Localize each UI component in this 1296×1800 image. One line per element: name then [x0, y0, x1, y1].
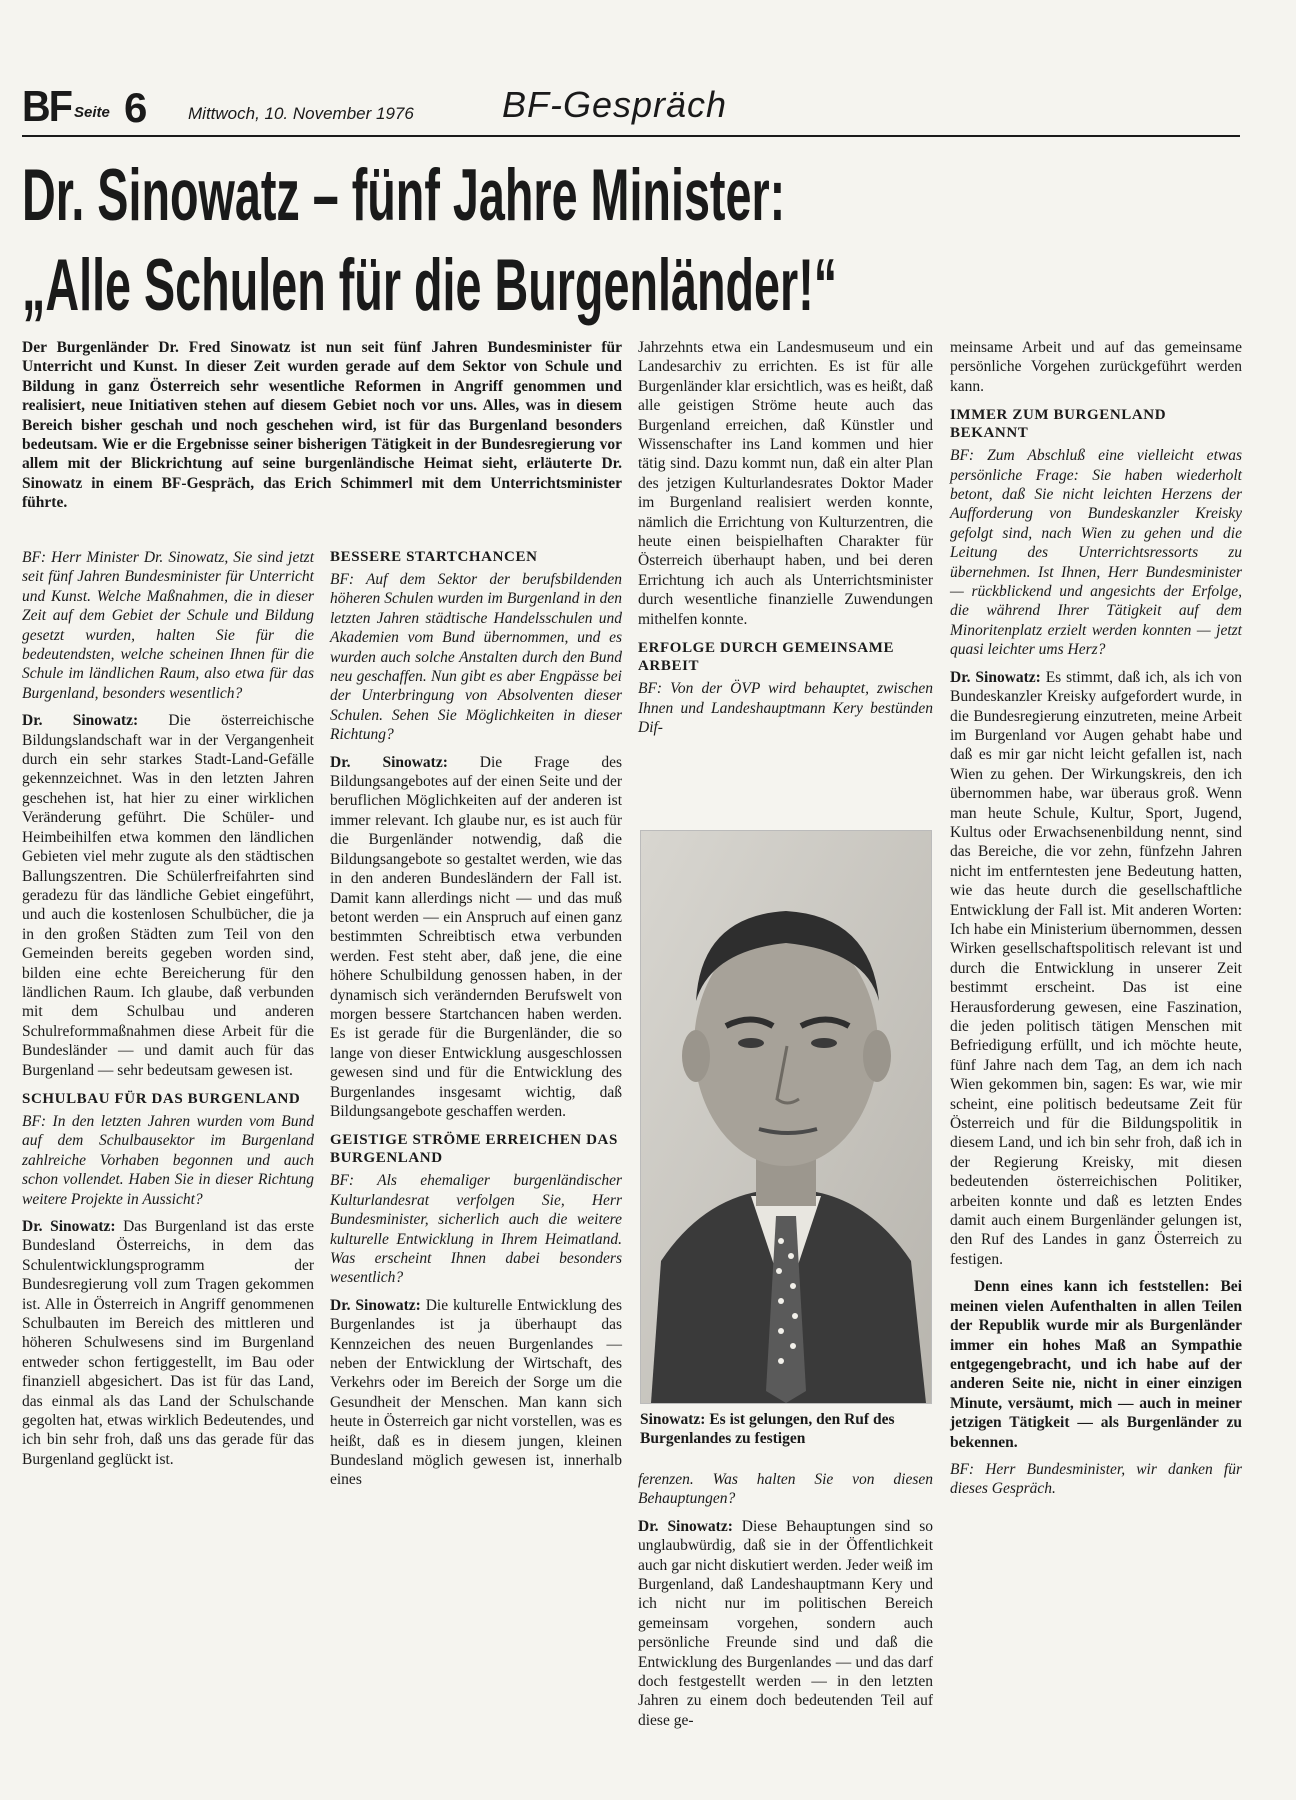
column-3-continued	[638, 1470, 933, 1738]
answer-4	[330, 1296, 622, 1490]
answer-text: Die Frage des Bildungsangebotes auf der einen Seite und der beruflichen Möglichkeiten auf der anderen ist immer relevant. Ich glaube nur, es ist auch für die Burgenländer notwendig, daß die Bildungsangebote so gestaltet werden, wie das in den anderen Bundesländern der Fall ist. Damit kann allerdings nicht — und das muß betont werden — ein Anspruch auf einen ganz bestimmten Schreibtisch etwa verbunden werden. Fest steht aber, daß jene, die eine höhere Schulbildung genossen haben, in der dynamisch sich verändernden Berufswelt von morgen bessere Startchancen haben werden. Es ist gerade für die Burgenländer, die so lange von dieser Entwicklung ausgeschlossen gewesen sind und für die Entwicklung des Burgenlandes insgesamt wichtig, daß Bildungsangebote geschaffen werden.	[330, 753, 622, 1120]
masthead	[22, 82, 1240, 140]
masthead-rule	[22, 135, 1240, 137]
question-4: BF: Als ehemaliger burgenländischer Kulturlandesrat verfolgen Sie, Herr Bundesminister, sicherlich auch die weitere kulturelle Entwicklung in Ihrem Heimatland. Was erscheint Ihnen dabei besonders wesentlich?	[330, 1172, 622, 1287]
masthead-logo: BF	[22, 82, 72, 131]
speaker-label: Dr. Sinowatz:	[638, 1517, 733, 1535]
column-4	[950, 338, 1242, 1507]
intro-lead: Der Burgenländer Dr. Fred Sinowatz ist nun seit fünf Jahren Bundesminister für Unterricht und Kunst. In dieser Zeit wurden gerade auf dem Sektor von Schule und Bildung in ganz Österreich sehr wesentliche Reformen in Angriff genommen und realisiert, neue Initiativen stehen auf diesem Gebiet noch vor uns. Alles, was in diesem Bereich bisher geschah und noch geschehen wird, ist für das Burgenland besonders bedeutsam. Wie er die Ergebnisse seiner bisherigen Tätigkeit in der Bundesregierung vor allem mit der Blickrichtung auf seine burgenländische Heimat sieht, erläuterte Dr. Sinowatz in einem BF-Gespräch, das Erich Schimmerl mit dem Unterrichtsminister führte.	[22, 339, 622, 512]
subheading-schulbau: SCHULBAU FÜR DAS BURGENLAND	[22, 1090, 301, 1107]
portrait-illustration	[641, 831, 931, 1403]
answer-1	[22, 711, 314, 1080]
answer-2	[22, 1217, 314, 1469]
section-title: BF-Gespräch	[502, 84, 728, 125]
answer-text: Die österreichische Bildungslandschaft war in der Vergangenheit durch ein sehr starkes Stadt-Land-Gefälle gekennzeichnet. Was in den letzten Jahren geschehen ist, hat hier zu einer wirklichen Veränderung geführt. Die Schüler- und Heimbeihilfen etwa kommen den ländlichen Gebieten viel mehr zugute als den städtischen Ballungszentren. Die Schülerfreifahrten sind geradezu für das ländliche Gebiet eingeführt, und auch die kostenlosen Schulbücher, die ja in den großen Städten zum Teil von den Gemeinden bereits gegeben worden sind, bilden eine echte Bereicherung für den ländlichen Raum. Ich glaube, daß verbunden mit dem Schulbau und anderen Schulreformmaßnahmen diese Arbeit für die Bundesländer — und damit auch für das Burgenland — sehr bedeutsam gewesen ist.	[22, 712, 314, 1079]
speaker-label: Dr. Sinowatz:	[330, 1296, 421, 1314]
photo-caption: Sinowatz: Es ist gelungen, den Ruf des Burgenlandes zu festigen	[640, 1411, 895, 1448]
headline-line-2: „Alle Schulen für die Burgenländer!“	[22, 243, 838, 327]
subheading-startchancen: BESSERE STARTCHANCEN	[330, 549, 538, 565]
paragraph-continued: meinsame Arbeit und auf das gemeinsame persönliche Vorgehen zurückgeführt werden kann.	[950, 339, 1242, 395]
speaker-label: Dr. Sinowatz:	[22, 1218, 116, 1235]
column-3	[638, 338, 933, 745]
page-number: 6	[124, 84, 148, 131]
closing-statement: Denn eines kann ich feststellen: Bei meinen vielen Aufenthalten in allen Teilen der Republik wurde mir als Burgenländer immer ein hohes Maß an Sympathie entgegengebracht, und ich habe auf der anderen Seite nie, nicht in einer einzigen Minute, versäumt, mich — auch in meiner jetzigen Tätigkeit — als Burgenländer zu bekennen.	[950, 1278, 1242, 1451]
question-1: BF: Herr Minister Dr. Sinowatz, Sie sind jetzt seit fünf Jahren Bundesminister für Unterricht und Kunst. Welche Maßnahmen, die in dieser Zeit auf dem Gebiet der Schule und Bildung gesetzt wurden, halten Sie für die bedeutendsten, welche scheinen Ihnen für die Schule im ländlichen Raum, also etwa für das Burgenland, besonders wesentlich?	[22, 549, 314, 702]
masthead-seite-label: Seite	[74, 104, 110, 121]
answer-5	[638, 1517, 933, 1730]
publication-date: Mittwoch, 10. November 1976	[188, 104, 414, 123]
headline-line-1: Dr. Sinowatz – fünf Jahre Minister:	[22, 153, 786, 237]
answer-text: Diese Behauptungen sind so unglaubwürdig, daß sie in der Öffentlichkeit auch gar nicht diskutiert werden. Jeder weiß im Burgenland, daß Landeshauptmann Kery und ich nicht nur im politischen Bereich gemeinsam vorgehen, sondern auch persönliche Freunde sind und daß die Entwicklung des Burgenlandes — und das darf doch festgestellt werden — in den letzten Jahren zu einem doch bedeutenden Teil auf diese ge-	[638, 1517, 933, 1729]
question-2: BF: In den letzten Jahren wurden vom Bund auf dem Schulbausektor im Burgenland zahlreiche Vorhaben begonnen und auch schon vollendet. Haben Sie in dieser Richtung weitere Projekte in Aussicht?	[22, 1112, 314, 1208]
headline	[22, 150, 1240, 330]
subheading-erfolge: ERFOLGE DURCH GEMEINSAME ARBEIT	[638, 640, 895, 675]
answer-3	[330, 753, 622, 1122]
paragraph-continued: Jahrzehnts etwa ein Landesmuseum und ein Landesarchiv zu errichten. Es ist für alle Burgenländer klar ersichtlich, was es heißt, daß alle geistigen Ströme heute auch das Burgenland erreichen, daß Künstler und Wissenschafter ins Land kommen und hier tätig sind. Dazu kommt nun, daß ein alter Plan des jetzigen Kulturlandesrates Doktor Mader im Burgenland realisiert werden konnte, nämlich die Errichtung von Kulturzentren, die heute einen beispielhaften Charakter für Österreich überhaupt haben, und bei deren Errichtung ich auch als Unterrichtsminister durch wesentliche finanzielle Zuwendungen mithelfen konnte.	[638, 339, 933, 628]
subheading-burgenland-bekannt: IMMER ZUM BURGENLAND BEKANNT	[950, 407, 1167, 442]
closing-thanks: BF: Herr Bundesminister, wir danken für dieses Gespräch.	[950, 1460, 1242, 1498]
answer-text: Das Burgenland ist das erste Bundesland Österreichs, in dem das Schulentwicklungsprogramm der Bundesregierung voll zum Tragen gekommen ist. Alle in Österreich in Angriff genommenen Schulbauten im Bereich des mittleren und höheren Schulwesens sind im Burgenland entweder schon fertiggestellt, im Bau oder finanziell abgesichert. Das ist für das Land, das einmal als das Land der Schulschande gegolten hat, etwas wirklich Bedeutendes, und ich bin sehr froh, daß uns das gerade für das Burgenland geglückt ist.	[22, 1218, 314, 1468]
speaker-label: Dr. Sinowatz:	[330, 753, 448, 771]
portrait-photo	[640, 830, 932, 1404]
question-5-continued: ferenzen. Was halten Sie von diesen Behauptungen?	[638, 1471, 933, 1508]
speaker-label: Dr. Sinowatz:	[950, 668, 1041, 686]
speaker-label: Dr. Sinowatz:	[22, 712, 139, 730]
answer-text: Es stimmt, daß ich, als ich von Bundeskanzler Kreisky aufgefordert wurde, in die Bundesregierung einzutreten, meine Arbeit im Burgenland vor Augen gehabt habe und daß es mir gar nicht leicht gefallen ist, nach Wien zu gehen. Der Wirkungskreis, den ich übernommen habe, war überaus groß. Wenn man heute Schule, Kultur, Sport, Jugend, Kultus oder Erwachsenenbildung nennt, sind das Bereiche, die vor zehn, fünfzehn Jahren nicht im entferntesten jene Bedeutung hatten, wie das heute durch die gesellschaftliche Entwicklung der Fall ist. Mit anderen Worten: Ich habe ein Ministerium übernommen, dessen Wirken gesellschaftspolitisch relevant ist und durch die Entwicklung in unserer Zeit bestimmt erscheint. Das ist eine Herausforderung gewesen, eine Faszination, die jeden politisch tätigen Menschen mit Befriedigung erfüllt, und ich möchte heute, fünf Jahre nach dem Tag, an dem ich nach Wien gekommen bin, sagen: Es war, wie mir scheint, eine politisch bedeutsame Zeit für Österreich und für die Bildungspolitik in diesem Land, und ich bin sehr froh, daß ich in der Regierung Kreisky, mit diesen bedeutenden österreichischen Politiker, arbeiten konnte und daß es letzten Endes damit auch einem Burgenländer gelungen ist, den Ruf des Landes in ganz Österreich zu festigen.	[950, 668, 1242, 1268]
column-1	[22, 548, 314, 1477]
answer-6	[950, 668, 1242, 1270]
subheading-geistige-stroeme: GEISTIGE STRÖME ERREICHEN DAS BURGENLAND	[330, 1132, 618, 1167]
question-6: BF: Zum Abschluß eine vielleicht etwas persönliche Frage: Sie haben wiederholt betont, daß Sie nicht leichten Herzens der Aufforderung von Bundeskanzler Kreisky gefolgt sind, nach Wien zu gehen und die Leitung des Unterrichtsressorts zu übernehmen. Ist Ihnen, Herr Bundesminister — rückblickend und angesichts der Erfolge, die während Ihrer Tätigkeit auf dem Minoritenplatz erzielt werden konnten — jetzt quasi leichter ums Herz?	[950, 447, 1242, 659]
answer-text: Die kulturelle Entwicklung des Burgenlandes ist ja überhaupt das Kennzeichen des neuen Burgenlandes — neben der Entwicklung der Wirtschaft, des Verkehrs oder im Bereich der Sorge um die Gesundheit der Menschen. Man kann sich heute in Österreich gar nicht vorstellen, was es heißt, daß es in diesem jungen, kleinen Bundesland möglich gewesen ist, innerhalb eines	[330, 1296, 622, 1489]
question-5: BF: Von der ÖVP wird behauptet, zwischen Ihnen und Landeshauptmann Kery bestünden Dif-	[638, 680, 933, 736]
column-2	[330, 548, 622, 1498]
question-3: BF: Auf dem Sektor der berufsbildenden höheren Schulen wurden im Burgenland in den letzten Jahren städtische Handelsschulen und Akademien vom Bund übernommen, und es wurden auch solche Anstalten durch den Bund neu geschaffen. Nun gibt es aber Engpässe bei der Unterbringung von Absolventen dieser Schulen. Sehen Sie Möglichkeiten in dieser Richtung?	[330, 571, 622, 744]
